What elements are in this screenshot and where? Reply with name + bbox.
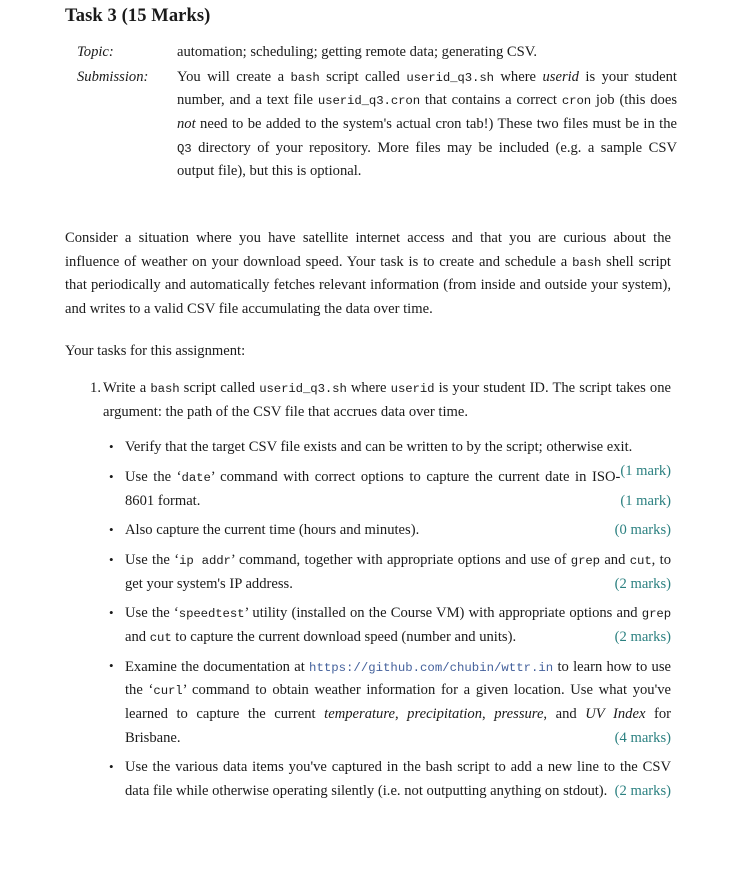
subtask-text [125,656,671,751]
meta-row-topic [77,41,677,65]
subtask-text [125,549,671,596]
intro-run-1: Consider a situation where you have satellite internet access and that you are curious about the influence of weather on your download speed. Your task is to create and schedule a [65,230,671,270]
sub6-run-4: , [394,705,408,722]
task1-run-4: is your student ID. The script takes one argument: the path of the CSV file that accrues data over time. [103,380,671,420]
code-cron-file: userid_q3.cron [317,94,421,109]
submission-text-run-1: You will create a [177,68,291,85]
bullet-icon: • [109,658,114,674]
sub1-run-1: Verify that the target CSV file exists and can be written to by the script; otherwise exit. [125,439,633,456]
sub4-run-4: , to get your system's IP address. [125,552,671,592]
sub2-run-1: Use the ‘ [125,469,182,486]
task-meta-block [77,41,677,185]
emph-not: not [177,115,196,132]
bullet-icon: • [109,604,114,620]
bullet-icon: • [109,551,114,567]
sub6-run-6: , and [543,705,586,722]
subtask-item-write-csv-line [103,756,671,803]
subtask-list [103,436,671,803]
code-ip-addr: ip addr [179,554,231,569]
subtask-text [125,602,671,649]
intro-paragraph [65,227,671,322]
task-list-item-1 [65,377,671,803]
emph-pressure: pressure [494,705,544,722]
tasks-lead-in: Your tasks for this assignment: [65,342,246,359]
submission-text-run-8: directory of your repository. More files may be included (e.g. a sample CSV output file), but this is optional. [177,139,677,180]
subtask-item-wttr-docs [103,656,671,751]
page-title: Task 3 (15 Marks) [65,6,211,26]
code-speedtest: speedtest [178,607,245,622]
subtask-item-date-command [103,466,671,513]
meta-label-submission: Submission: [77,68,149,85]
code-script-file: userid_q3.sh [406,70,494,85]
code-date: date [181,471,211,486]
submission-text-run-2: script called [319,68,407,85]
code-cut: cut [629,554,652,569]
emph-temperature: temperature [324,705,395,722]
code-bash-intro: bash [572,255,602,270]
subtask-text [125,466,671,513]
code-bash-task1: bash [150,382,180,397]
sub5-run-2: ’ utility (installed on the Course VM) with appropriate options and [244,605,642,622]
subtask-text [125,756,671,803]
bullet-icon: • [109,521,114,537]
marks-badge: (2 marks) [614,782,671,799]
sub5-run-4: to capture the current download speed (number and units). [171,628,517,645]
bullet-icon: • [109,468,114,484]
marks-badge: (1 mark) [620,492,671,509]
marks-badge: (2 marks) [614,575,671,592]
submission-text-run-5: that contains a correct [420,92,562,109]
bullet-icon: • [109,438,114,454]
submission-text-run-6: job (this does [591,92,677,109]
sub7-run-1: Use the various data items you've captured in the bash script to add a new line to the CSV data file while otherwise operating silently (i.e. not outputting anything on stdout). [125,759,671,799]
sub5-run-1: Use the ‘ [125,605,179,622]
code-cut: cut [149,630,172,645]
emph-uv-index: UV Index [585,705,646,722]
meta-row-submission [77,66,677,184]
subtask-item-capture-time [103,519,671,543]
sub6-run-2: to learn how to use the ‘ [125,658,671,699]
sub6-run-1: Examine the documentation at [125,658,310,675]
task1-run-3: where [346,380,391,397]
emph-precipitation: precipitation [407,705,483,722]
meta-value-topic: automation; scheduling; getting remote data; generating CSV. [177,44,538,60]
sub6-run-5: , [482,705,495,722]
code-q3-dir: Q3 [177,141,192,156]
code-grep: grep [570,554,600,569]
sub4-run-2: ’ command, together with appropriate options and use of [230,552,571,569]
meta-value-submission [177,66,677,184]
marks-badge: (1 mark) [620,463,671,480]
code-script-file-task1: userid_q3.sh [259,382,347,397]
sub4-run-3: and [599,552,630,569]
wttr-documentation-link[interactable]: https://github.com/chubin/wttr.in [309,660,554,675]
subtask-item-ip-addr [103,549,671,596]
task-text [103,377,671,424]
meta-label-topic: Topic: [77,44,114,60]
code-cron: cron [561,94,592,109]
sub3-run-1: Also capture the current time (hours and minutes). [125,522,420,539]
intro-run-2: shell script that periodically and automatically fetches relevant information (from inside and outside your system), and writes to a valid CSV file accumulating the data over time. [65,253,671,317]
marks-badge: (0 marks) [614,522,671,539]
sub6-run-7: for Brisbane. [125,705,671,746]
marks-badge: (2 marks) [614,628,671,645]
submission-text-run-3: where [493,68,543,85]
subtask-text [125,519,671,543]
subtask-item-speedtest [103,602,671,649]
task1-run-2: script called [179,380,260,397]
sub4-run-1: Use the ‘ [125,552,180,569]
code-userid-task1: userid [390,382,435,397]
sub5-run-3: and [125,628,150,645]
code-grep: grep [641,607,671,622]
emph-userid: userid [542,68,579,85]
marks-badge: (4 marks) [614,729,671,746]
task1-run-1: Write a [103,380,151,397]
submission-text-run-4: is your student number, and a text file [177,68,677,109]
task-list [65,377,671,803]
code-curl: curl [153,684,183,699]
submission-text-run-7: need to be added to the system's actual cron tab!) These two files must be in the [195,115,677,132]
bullet-icon: • [109,758,114,774]
task-number: 1. [90,380,101,397]
sub2-run-2: ’ command with correct options to capture the current date in ISO-8601 format. [125,469,621,509]
document-body [65,227,671,813]
sub6-run-3: ’ command to obtain weather information for a given location. Use what you've learned to capture the current [125,682,672,722]
code-bash: bash [290,70,320,85]
